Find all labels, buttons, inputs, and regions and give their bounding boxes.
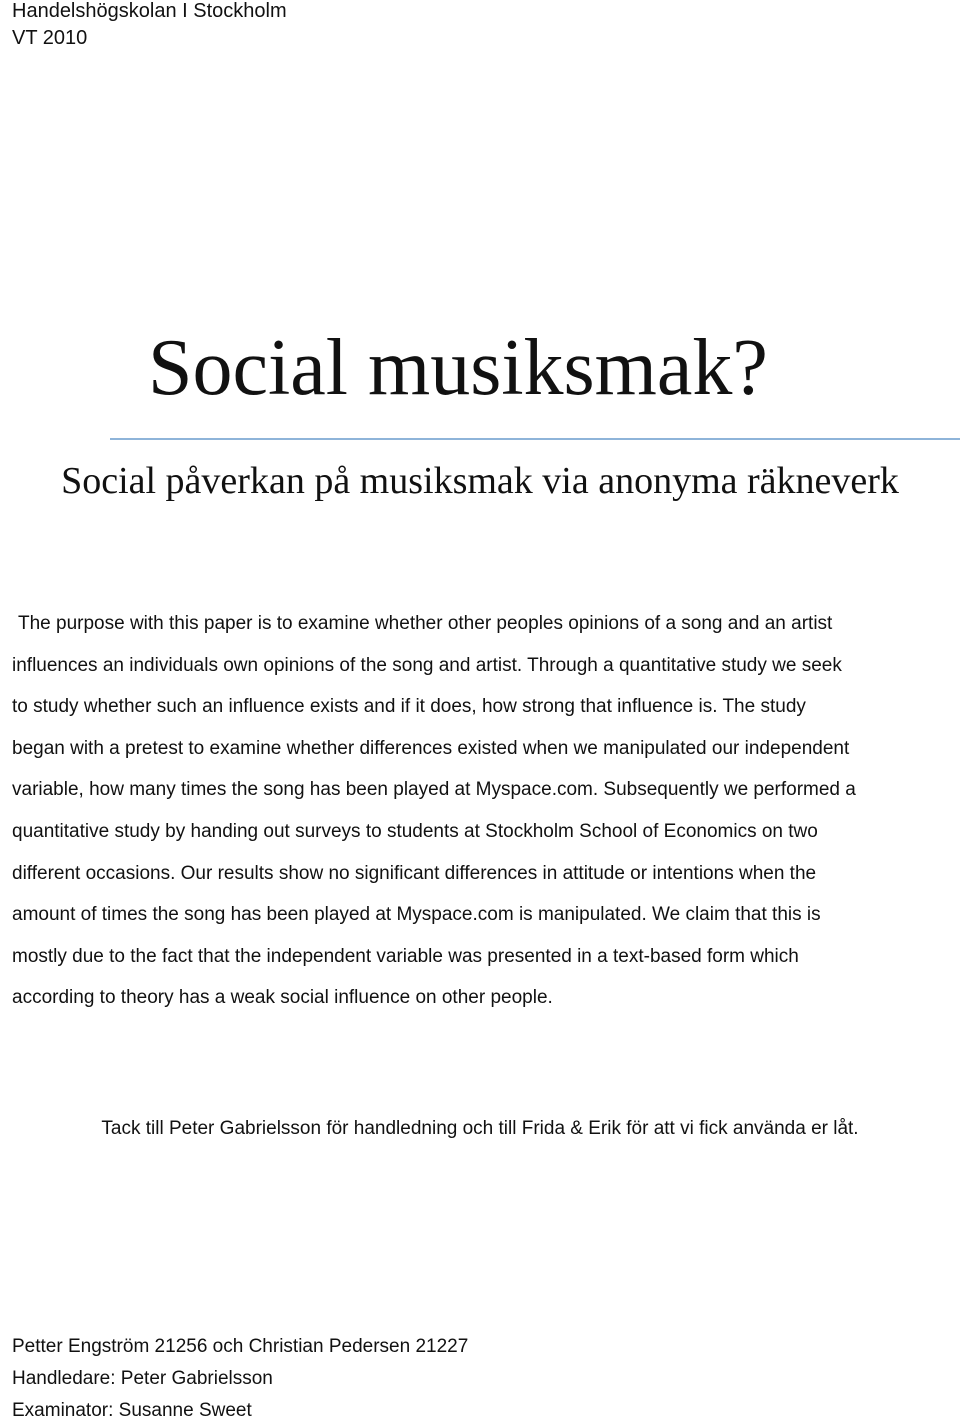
title-divider <box>110 438 960 440</box>
examiner-line: Examinator: Susanne Sweet <box>12 1400 252 1421</box>
page-subtitle: Social påverkan på musiksmak via anonyma räkneverk <box>61 460 899 502</box>
abstract-line: mostly due to the fact that the independent variable was presented in a text-based form which <box>12 945 799 967</box>
abstract-line: amount of times the song has been played at Myspace.com is manipulated. We claim that this is <box>12 904 821 926</box>
abstract-line: influences an individuals own opinions of the song and artist. Through a quantitative study we seek <box>12 654 842 676</box>
abstract-line: different occasions. Our results show no significant differences in attitude or intentions when the <box>12 862 817 884</box>
abstract <box>12 603 952 1019</box>
abstract-line: The purpose with this paper is to examine whether other peoples opinions of a song and an artist <box>18 613 833 634</box>
authors-line: Petter Engström 21256 och Christian Pedersen 21227 <box>12 1336 469 1357</box>
supervisor-line: Handledare: Peter Gabrielsson <box>12 1368 273 1389</box>
term-label: VT 2010 <box>12 27 88 49</box>
abstract-line: variable, how many times the song has been played at Myspace.com. Subsequently we performed a <box>12 779 856 801</box>
abstract-line: to study whether such an influence exists and if it does, how strong that influence is. The study <box>12 696 806 718</box>
abstract-line: quantitative study by handing out surveys to students at Stockholm School of Economics on two <box>12 820 818 842</box>
abstract-line: began with a pretest to examine whether differences existed when we manipulated our independent <box>12 737 850 759</box>
acknowledgement: Tack till Peter Gabrielsson för handledning och till Frida & Erik för att vi fick använda er låt. <box>101 1118 859 1139</box>
author-info <box>12 1331 468 1427</box>
page-title: Social musiksmak? <box>148 324 768 412</box>
abstract-line: according to theory has a weak social influence on other people. <box>12 987 553 1009</box>
institution-name: Handelshögskolan I Stockholm <box>12 0 287 22</box>
